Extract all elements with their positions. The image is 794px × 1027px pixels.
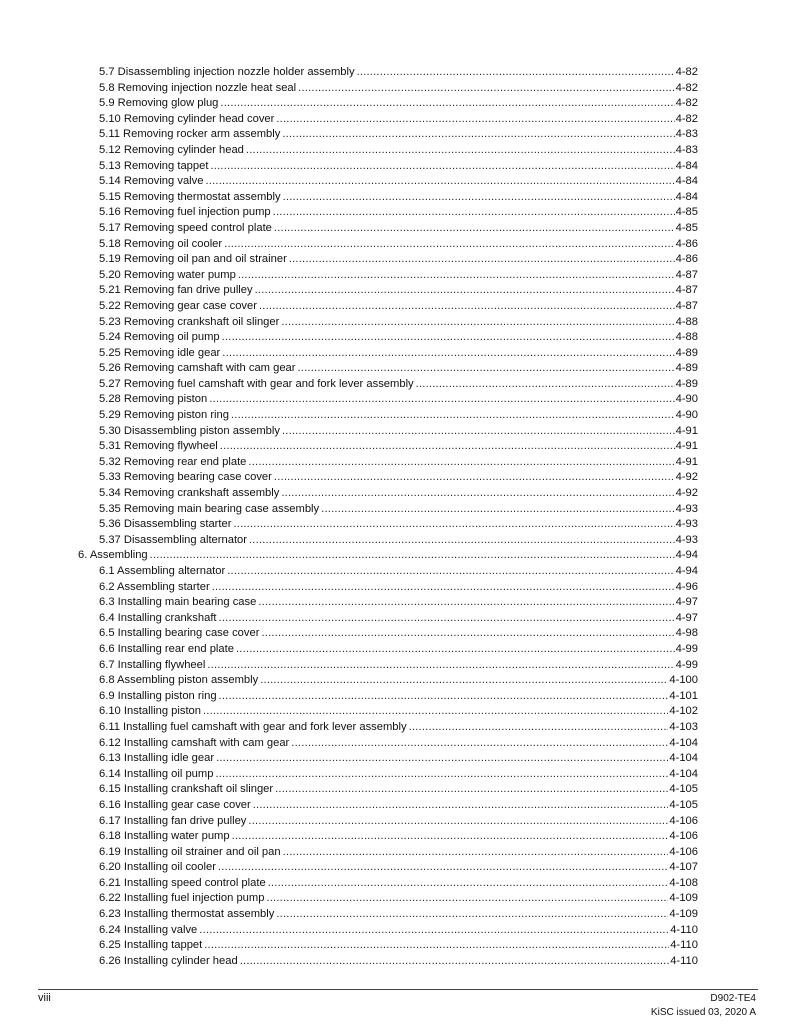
toc-entry-page: 4-84 (675, 159, 698, 172)
toc-entry-title: 6.21 Installing speed control plate (99, 876, 266, 889)
toc-entry-page: 4-92 (675, 471, 698, 484)
toc-entry[interactable] (78, 720, 698, 736)
dot-leader (249, 533, 675, 549)
toc-entry-page: 4-87 (675, 284, 698, 297)
dot-leader (232, 829, 669, 845)
dot-leader (199, 923, 669, 939)
toc-entry-title: 6.9 Installing piston ring (99, 689, 217, 702)
toc-entry-title: 5.22 Removing gear case cover (99, 299, 257, 312)
toc-entry-page: 4-109 (669, 892, 698, 905)
toc-entry-title: 5.8 Removing injection nozzle heat seal (99, 81, 297, 94)
toc-entry-title: 6.12 Installing camshaft with cam gear (99, 736, 290, 749)
toc-entry[interactable] (78, 159, 698, 175)
toc-entry-title: 5.31 Removing flywheel (99, 440, 218, 453)
toc-entry[interactable] (78, 143, 698, 159)
toc-entry-title: 5.35 Removing main bearing case assembly (99, 502, 320, 515)
toc-entry-title: 6.7 Installing flywheel (99, 658, 206, 671)
toc-entry[interactable] (78, 658, 698, 674)
dot-leader (283, 190, 675, 206)
toc-entry[interactable] (78, 751, 698, 767)
toc-entry-page: 4-87 (675, 299, 698, 312)
toc-entry[interactable] (78, 112, 698, 128)
toc-entry-title: 5.9 Removing glow plug (99, 97, 219, 110)
toc-entry-title: 6.16 Installing gear case cover (99, 798, 251, 811)
toc-entry-page: 4-103 (669, 720, 698, 733)
dot-leader (150, 548, 675, 564)
dot-leader (248, 455, 674, 471)
dot-leader (273, 205, 675, 221)
toc-entry-page: 4-110 (670, 923, 698, 936)
dot-leader (298, 361, 675, 377)
toc-entry-page: 4-104 (669, 767, 698, 780)
toc-entry-title: 5.19 Removing oil pan and oil strainer (99, 253, 287, 266)
toc-entry[interactable] (78, 330, 698, 346)
toc-entry[interactable] (78, 237, 698, 253)
dot-leader (260, 673, 668, 689)
toc-entry-title: 5.14 Removing valve (99, 175, 204, 188)
dot-leader (220, 96, 674, 112)
toc-entry-title: 6.1 Assembling alternator (99, 565, 226, 577)
toc-entry[interactable] (78, 299, 698, 315)
toc-entry-title: 6.10 Installing piston (99, 705, 201, 718)
toc-entry[interactable] (78, 205, 698, 221)
toc-entry[interactable] (78, 689, 698, 705)
document-info (651, 992, 756, 1020)
toc-entry-page: 4-97 (675, 596, 698, 609)
toc-entry[interactable] (78, 96, 698, 112)
toc-entry[interactable] (78, 564, 698, 580)
toc-entry-page: 4-92 (675, 487, 698, 500)
toc-entry-title: 6.25 Installing tappet (99, 939, 203, 952)
dot-leader (203, 704, 668, 720)
toc-entry-title: 5.18 Removing oil cooler (99, 237, 223, 250)
dot-leader (246, 143, 675, 159)
toc-entry-page: 4-93 (675, 518, 698, 531)
toc-entry[interactable] (78, 502, 698, 518)
toc-entry-title: 5.21 Removing fan drive pulley (99, 284, 253, 297)
dot-leader (276, 907, 668, 923)
toc-entry-title: 5.17 Removing speed control plate (99, 221, 272, 234)
toc-entry-title: 5.12 Removing cylinder head (99, 143, 244, 156)
toc-entry-page: 4-99 (675, 658, 698, 671)
toc-entry-page: 4-88 (675, 331, 698, 344)
toc-entry[interactable] (78, 65, 698, 81)
dot-leader (321, 502, 674, 518)
toc-entry[interactable] (78, 268, 698, 284)
dot-leader (289, 252, 675, 268)
toc-entry[interactable] (78, 782, 698, 798)
dot-leader (274, 221, 675, 237)
toc-entry[interactable] (78, 876, 698, 892)
toc-entry[interactable] (78, 377, 698, 393)
toc-entry-page: 4-101 (669, 689, 698, 702)
toc-entry-title: 5.13 Removing tappet (99, 159, 209, 172)
dot-leader (207, 658, 674, 674)
dot-leader (227, 564, 674, 580)
toc-entry[interactable] (78, 346, 698, 362)
dot-leader (282, 127, 674, 143)
toc-entry-page: 4-107 (669, 861, 698, 874)
toc-entry[interactable] (78, 673, 698, 689)
toc-entry-title: 5.27 Removing fuel camshaft with gear and fork lever assembly (99, 377, 414, 390)
dot-leader (240, 954, 670, 970)
table-of-contents (78, 65, 698, 969)
toc-entry-title: 6.23 Installing thermostat assembly (99, 908, 275, 921)
toc-entry[interactable] (78, 845, 698, 861)
toc-section-heading[interactable] (78, 548, 698, 564)
toc-entry[interactable] (78, 860, 698, 876)
toc-entry-page: 4-85 (675, 221, 698, 234)
toc-entry-page: 4-88 (675, 315, 698, 328)
dot-leader (219, 611, 675, 627)
toc-entry-title: 5.20 Removing water pump (99, 268, 236, 281)
toc-entry-title: 5.24 Removing oil pump (99, 331, 220, 344)
toc-entry[interactable] (78, 891, 698, 907)
dot-leader (268, 876, 669, 892)
toc-entry-page: 4-102 (669, 705, 698, 718)
dot-leader (210, 159, 674, 175)
toc-entry[interactable] (78, 767, 698, 783)
toc-entry-page: 4-82 (675, 112, 698, 125)
toc-entry[interactable] (78, 907, 698, 923)
toc-entry[interactable] (78, 626, 698, 642)
dot-leader (298, 81, 674, 97)
toc-entry-page: 4-85 (675, 206, 698, 219)
toc-entry-page: 4-106 (669, 830, 698, 843)
dot-leader (275, 782, 668, 798)
dot-leader (416, 377, 675, 393)
dot-leader (281, 315, 674, 331)
toc-entry[interactable] (78, 127, 698, 143)
document-id: D902-TE4 (710, 993, 756, 1004)
toc-entry-page: 4-100 (669, 674, 698, 687)
toc-entry-page: 4-93 (675, 533, 698, 546)
dot-leader (259, 299, 675, 315)
toc-entry[interactable] (78, 533, 698, 549)
toc-entry-title: 6.22 Installing fuel injection pump (99, 892, 265, 905)
toc-entry-page: 4-108 (669, 876, 698, 889)
dot-leader (204, 938, 669, 954)
toc-entry[interactable] (78, 938, 698, 954)
toc-entry-title: 5.16 Removing fuel injection pump (99, 206, 271, 219)
dot-leader (281, 486, 674, 502)
toc-entry[interactable] (78, 439, 698, 455)
dot-leader (233, 517, 674, 533)
toc-entry-page: 4-84 (675, 175, 698, 188)
dot-leader (215, 767, 668, 783)
toc-entry-title: 6.17 Installing fan drive pulley (99, 814, 247, 827)
toc-entry-page: 4-89 (675, 346, 698, 359)
toc-entry-page: 4-110 (670, 954, 698, 967)
toc-entry[interactable] (78, 221, 698, 237)
dot-leader (261, 626, 674, 642)
toc-entry[interactable] (78, 736, 698, 752)
toc-entry[interactable] (78, 829, 698, 845)
toc-entry-page: 4-105 (669, 783, 698, 796)
dot-leader (258, 595, 674, 611)
toc-entry-title: 6.15 Installing crankshaft oil slinger (99, 783, 274, 796)
dot-leader (222, 330, 675, 346)
dot-leader (255, 283, 675, 299)
toc-entry-page: 4-86 (675, 237, 698, 250)
toc-entry[interactable] (78, 190, 698, 206)
toc-entry-title: 6.4 Installing crankshaft (99, 611, 217, 624)
page-number: viii (38, 992, 51, 1004)
toc-entry-page: 4-82 (675, 81, 698, 94)
dot-leader (253, 798, 669, 814)
toc-entry[interactable] (78, 315, 698, 331)
dot-leader (274, 470, 675, 486)
toc-entry[interactable] (78, 923, 698, 939)
toc-entry-page: 4-91 (675, 455, 698, 468)
toc-entry-page: 4-86 (675, 253, 698, 266)
toc-entry[interactable] (78, 595, 698, 611)
toc-entry-page: 4-87 (675, 268, 698, 281)
toc-entry-page: 4-106 (669, 845, 698, 858)
toc-entry-page: 4-94 (675, 549, 698, 562)
dot-leader (218, 860, 668, 876)
dot-leader (236, 642, 675, 658)
toc-entry-page: 4-94 (675, 565, 698, 577)
dot-leader (219, 689, 669, 705)
dot-leader (231, 408, 675, 424)
toc-entry[interactable] (78, 814, 698, 830)
toc-entry[interactable] (78, 954, 698, 970)
footer-divider (38, 989, 758, 990)
dot-leader (220, 439, 675, 455)
toc-entry-title: 5.29 Removing piston ring (99, 409, 229, 422)
toc-entry-title: 6.14 Installing oil pump (99, 767, 214, 780)
toc-entry-page: 4-105 (669, 798, 698, 811)
toc-entry[interactable] (78, 704, 698, 720)
dot-leader (266, 891, 668, 907)
toc-entry[interactable] (78, 283, 698, 299)
toc-entry-page: 4-83 (675, 143, 698, 156)
issue-info: KiSC issued 03, 2020 A (650, 1007, 756, 1018)
toc-entry-title: 5.11 Removing rocker arm assembly (99, 128, 281, 141)
toc-entry-title: 5.10 Removing cylinder head cover (99, 112, 275, 125)
dot-leader (216, 751, 668, 767)
dot-leader (282, 424, 675, 440)
toc-entry-title: 5.36 Disassembling starter (99, 518, 232, 531)
dot-leader (222, 346, 674, 362)
toc-entry-title: 6.18 Installing water pump (99, 830, 230, 843)
toc-entry-title: 6.2 Assembling starter (99, 580, 210, 593)
toc-entry[interactable] (78, 81, 698, 97)
toc-entry-page: 4-90 (675, 409, 698, 422)
dot-leader (205, 174, 674, 190)
dot-leader (209, 392, 674, 408)
toc-entry-title: 5.7 Disassembling injection nozzle holder assembly (99, 66, 355, 78)
toc-entry-page: 4-109 (669, 908, 698, 921)
toc-entry[interactable] (78, 252, 698, 268)
toc-entry[interactable] (78, 174, 698, 190)
toc-entry[interactable] (78, 642, 698, 658)
dot-leader (238, 268, 675, 284)
toc-entry[interactable] (78, 517, 698, 533)
toc-entry-page: 4-84 (675, 190, 698, 203)
toc-entry-page: 4-82 (675, 66, 698, 78)
toc-entry-title: 6.5 Installing bearing case cover (99, 627, 260, 640)
dot-leader (357, 65, 675, 81)
toc-entry-page: 4-110 (670, 939, 698, 952)
toc-entry-page: 4-97 (675, 611, 698, 624)
toc-entry-title: 6.19 Installing oil strainer and oil pan (99, 845, 281, 858)
toc-entry[interactable] (78, 470, 698, 486)
toc-entry-title: 6.20 Installing oil cooler (99, 861, 216, 874)
toc-entry[interactable] (78, 798, 698, 814)
toc-entry-title: 6.8 Assembling piston assembly (99, 674, 259, 687)
toc-entry-page: 4-99 (675, 642, 698, 655)
dot-leader (276, 112, 674, 128)
toc-entry[interactable] (78, 424, 698, 440)
toc-entry-title: 5.32 Removing rear end plate (99, 455, 247, 468)
toc-entry-title: 6.11 Installing fuel camshaft with gear and fork lever assembly (99, 720, 407, 733)
toc-entry-title: 5.25 Removing idle gear (99, 346, 221, 359)
toc-entry-page: 4-90 (675, 393, 698, 406)
toc-entry-page: 4-93 (675, 502, 698, 515)
toc-entry-page: 4-83 (675, 128, 698, 141)
toc-entry-page: 4-89 (675, 377, 698, 390)
toc-entry-page: 4-106 (669, 814, 698, 827)
dot-leader (283, 845, 669, 861)
toc-entry[interactable] (78, 361, 698, 377)
toc-entry-title: 6.3 Installing main bearing case (99, 596, 257, 609)
toc-entry-page: 4-104 (669, 736, 698, 749)
toc-entry-title: 5.15 Removing thermostat assembly (99, 190, 281, 203)
toc-entry-page: 4-89 (675, 362, 698, 375)
toc-entry-page: 4-96 (675, 580, 698, 593)
toc-entry-page: 4-98 (675, 627, 698, 640)
toc-entry-title: 6.24 Installing valve (99, 923, 198, 936)
toc-entry-title: 5.23 Removing crankshaft oil slinger (99, 315, 280, 328)
dot-leader (224, 237, 674, 253)
toc-entry[interactable] (78, 455, 698, 471)
toc-entry-title: 6. Assembling (78, 549, 148, 562)
toc-entry-title: 5.26 Removing camshaft with cam gear (99, 362, 296, 375)
toc-entry-title: 5.30 Disassembling piston assembly (99, 424, 280, 437)
toc-entry[interactable] (78, 486, 698, 502)
dot-leader (409, 720, 669, 736)
toc-entry-title: 6.6 Installing rear end plate (99, 642, 234, 655)
dot-leader (212, 580, 675, 596)
toc-entry-title: 5.28 Removing piston (99, 393, 208, 406)
toc-entry[interactable] (78, 408, 698, 424)
toc-entry-title: 5.34 Removing crankshaft assembly (99, 487, 280, 500)
toc-entry-page: 4-82 (675, 97, 698, 110)
toc-entry-page: 4-91 (675, 440, 698, 453)
toc-entry-page: 4-91 (675, 424, 698, 437)
dot-leader (248, 814, 668, 830)
toc-entry-title: 6.26 Installing cylinder head (99, 954, 238, 967)
dot-leader (291, 736, 668, 752)
toc-entry-title: 6.13 Installing idle gear (99, 752, 215, 765)
toc-entry-title: 5.33 Removing bearing case cover (99, 471, 272, 484)
toc-entry[interactable] (78, 611, 698, 627)
toc-entry[interactable] (78, 580, 698, 596)
toc-entry[interactable] (78, 392, 698, 408)
toc-entry-page: 4-104 (669, 752, 698, 765)
toc-entry-title: 5.37 Disassembling alternator (99, 533, 247, 546)
